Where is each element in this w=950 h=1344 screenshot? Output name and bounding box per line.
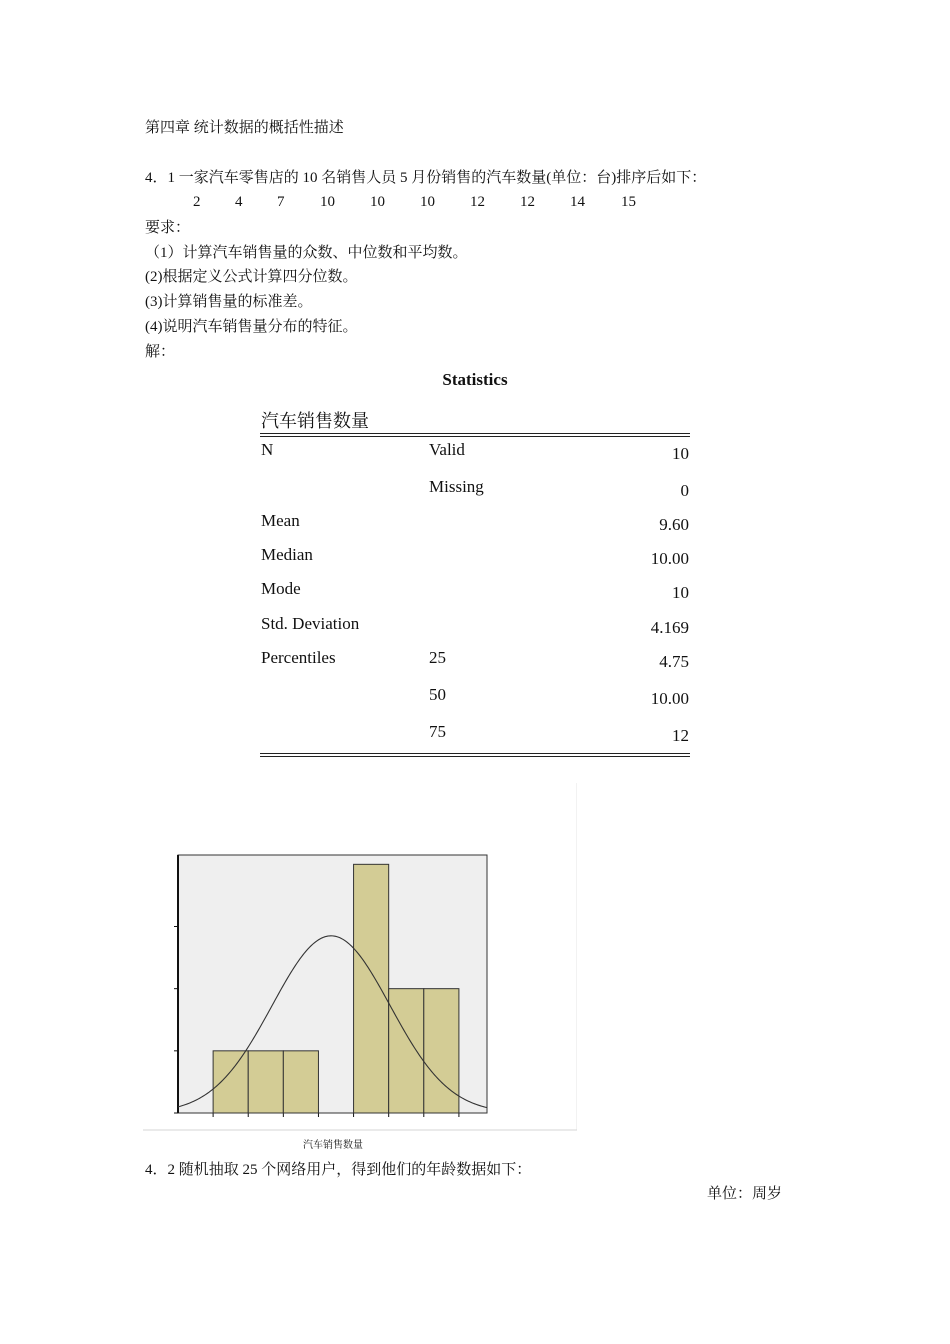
value-item: 15 bbox=[621, 194, 636, 210]
chapter-title: 第四章 统计数据的概括性描述 bbox=[145, 120, 344, 136]
sales-values-row bbox=[0, 194, 950, 214]
statistics-table bbox=[260, 405, 690, 761]
row-label: Mode bbox=[261, 579, 301, 598]
row-label: N bbox=[261, 440, 274, 459]
row-value: 4.169 bbox=[650, 618, 689, 637]
question-4-2: 4．2 随机抽取 25 个网络用户，得到他们的年龄数据如下： bbox=[145, 1162, 532, 1178]
table-rule-bottom bbox=[260, 756, 690, 757]
histogram-bar bbox=[248, 1051, 283, 1113]
solution-label: 解： bbox=[145, 344, 176, 360]
row-value: 4.75 bbox=[659, 652, 689, 671]
table-row bbox=[260, 545, 690, 571]
question-4-1: 4．1 一家汽车零售店的 10 名销售人员 5 月份销售的汽车数量(单位：台)排序后如下： bbox=[145, 170, 707, 186]
row-label: Percentiles bbox=[261, 648, 336, 667]
histogram-bar bbox=[213, 1051, 248, 1113]
table-rule-bottom bbox=[260, 753, 690, 754]
value-item: 10 bbox=[370, 194, 385, 210]
table-row bbox=[260, 477, 690, 503]
table-rule-top bbox=[260, 436, 690, 437]
histogram-chart bbox=[143, 783, 577, 1151]
row-value: 10 bbox=[672, 583, 689, 602]
histogram-svg bbox=[143, 783, 577, 1133]
histogram-bar bbox=[354, 864, 389, 1113]
row-label: Std. Deviation bbox=[261, 614, 360, 633]
row-value: 10.00 bbox=[650, 689, 689, 708]
table-row bbox=[260, 511, 690, 537]
value-item: 12 bbox=[470, 194, 485, 210]
table-row bbox=[260, 614, 690, 640]
row-value: 0 bbox=[680, 481, 689, 500]
unit-label: 单位：周岁 bbox=[707, 1186, 783, 1202]
table-row bbox=[260, 722, 690, 748]
value-item: 2 bbox=[193, 194, 201, 210]
requirement-item: (2)根据定义公式计算四分位数。 bbox=[145, 269, 358, 285]
x-axis-label: 汽车销售数量 bbox=[303, 1140, 363, 1151]
histogram-bar bbox=[283, 1051, 318, 1113]
statistics-title: Statistics bbox=[442, 370, 508, 389]
row-sublabel: 25 bbox=[429, 648, 446, 667]
table-rule-top bbox=[260, 433, 690, 434]
value-item: 10 bbox=[420, 194, 435, 210]
row-label: Median bbox=[261, 545, 313, 564]
table-row bbox=[260, 579, 690, 605]
value-item: 10 bbox=[320, 194, 335, 210]
table-row bbox=[260, 685, 690, 711]
row-sublabel: Valid bbox=[429, 440, 465, 459]
row-value: 10.00 bbox=[650, 549, 689, 568]
row-sublabel: 50 bbox=[429, 685, 446, 704]
requirement-item: (3)计算销售量的标准差。 bbox=[145, 294, 313, 310]
value-item: 4 bbox=[235, 194, 243, 210]
row-sublabel: Missing bbox=[429, 477, 484, 496]
table-row bbox=[260, 648, 690, 674]
histogram-bar bbox=[389, 989, 424, 1113]
row-sublabel: 75 bbox=[429, 722, 446, 741]
histogram-bar bbox=[424, 989, 459, 1113]
row-value: 12 bbox=[672, 726, 689, 745]
value-item: 7 bbox=[277, 194, 285, 210]
table-row bbox=[260, 440, 690, 466]
row-value: 9.60 bbox=[659, 515, 689, 534]
variable-name: 汽车销售数量 bbox=[261, 411, 369, 431]
row-value: 10 bbox=[672, 444, 689, 463]
requirement-item: （1）计算汽车销售量的众数、中位数和平均数。 bbox=[145, 245, 468, 261]
row-label: Mean bbox=[261, 511, 300, 530]
requirement-label: 要求： bbox=[145, 220, 191, 236]
requirement-item: (4)说明汽车销售量分布的特征。 bbox=[145, 319, 358, 335]
value-item: 14 bbox=[570, 194, 585, 210]
value-item: 12 bbox=[520, 194, 535, 210]
